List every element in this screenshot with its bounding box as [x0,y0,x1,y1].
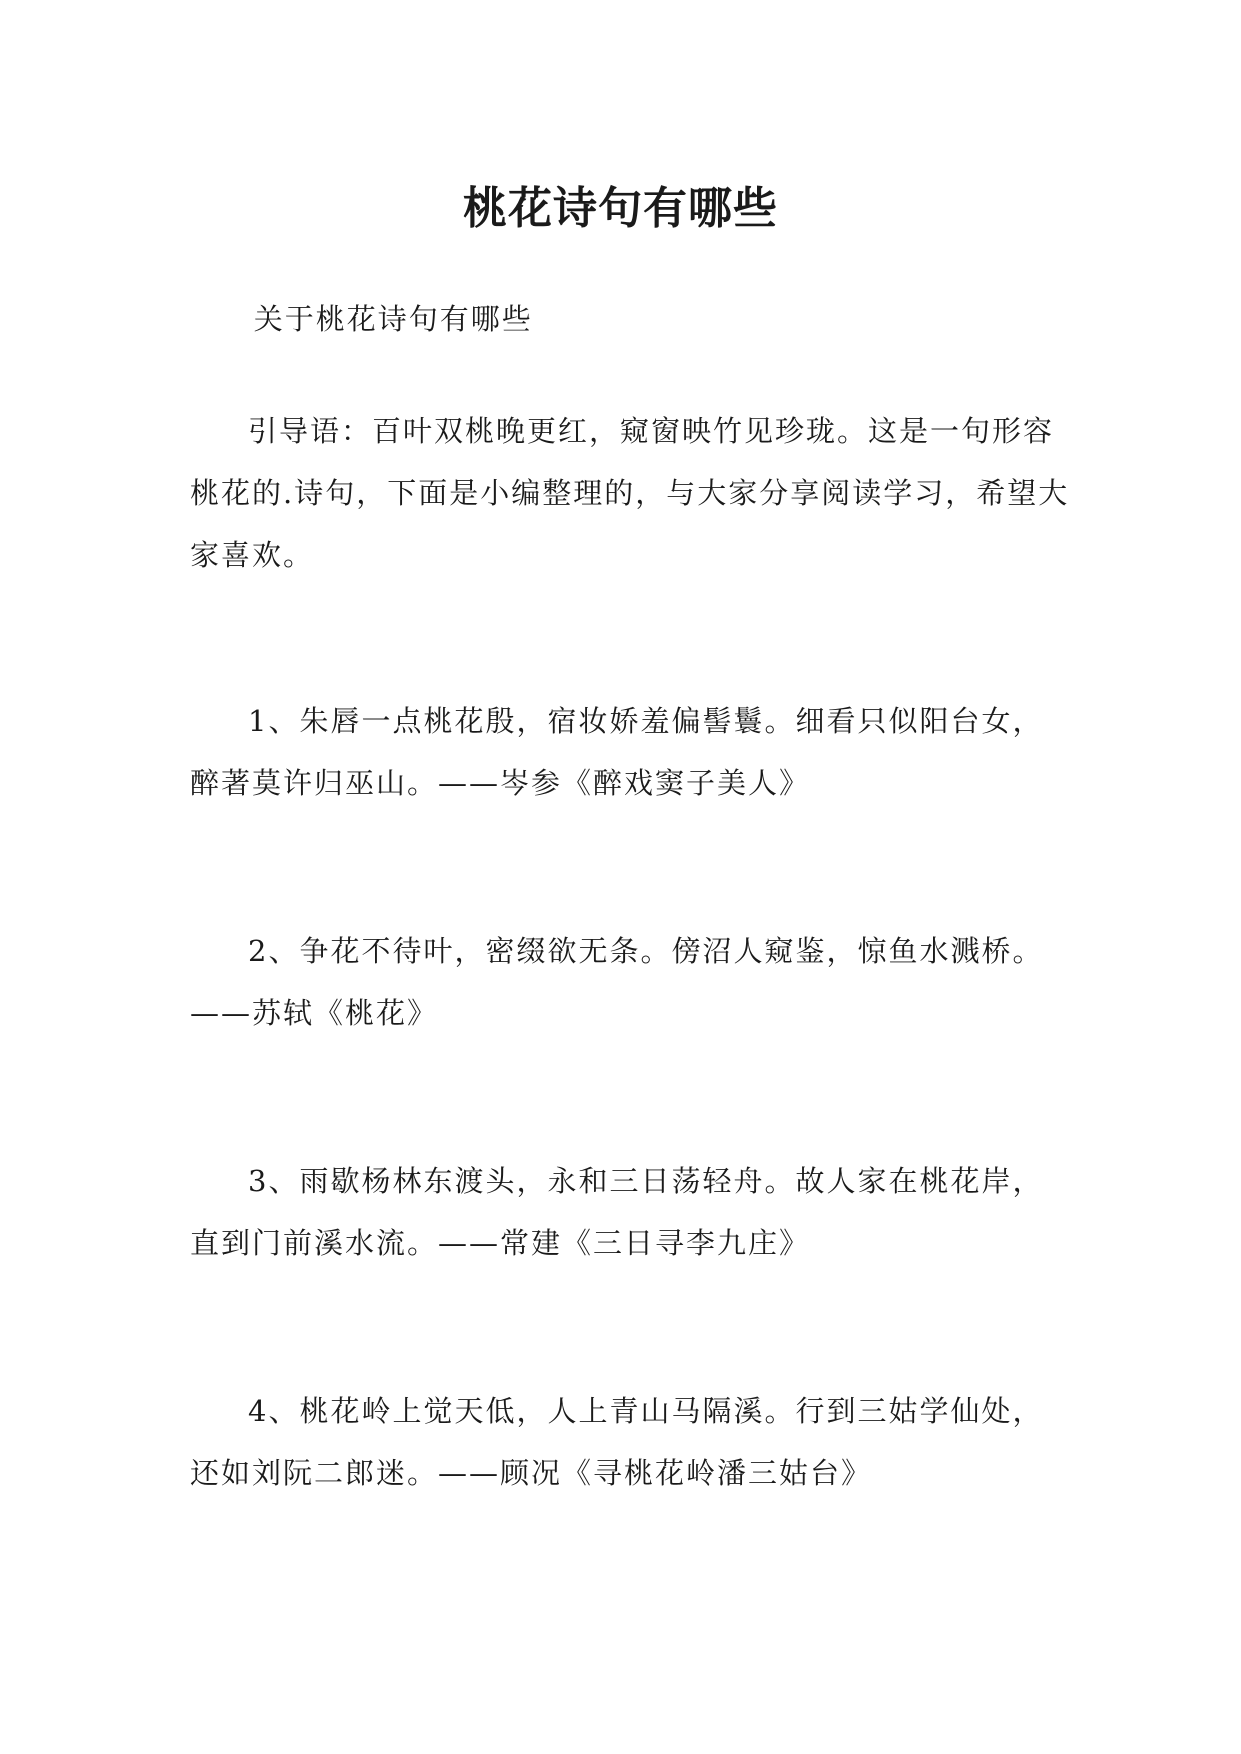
intro-paragraph: 引导语：百叶双桃晚更红，窥窗映竹见珍珑。这是一句形容桃花的.诗句，下面是小编整理的，与大家分享阅读学习，希望大家喜欢。 [190,414,1070,572]
poem-paragraph-3: 3、雨歇杨林东渡头，永和三日荡轻舟。故人家在桃花岸，直到门前溪水流。——常建《三日寻李九庄》 [190,1164,1044,1260]
poem-paragraph-1: 1、朱唇一点桃花殷，宿妆娇羞偏髻鬟。细看只似阳台女，醉著莫许归巫山。——岑参《醉戏窦子美人》 [190,704,1044,800]
subtitle-paragraph: 关于桃花诗句有哪些 [253,302,533,336]
poem-paragraph-4: 4、桃花岭上觉天低，人上青山马隔溪。行到三姑学仙处，还如刘阮二郎迷。——顾况《寻桃花岭潘三姑台》 [190,1394,1044,1490]
poem-paragraph-2: 2、争花不待叶，密缀欲无条。傍沼人窥鉴，惊鱼水溅桥。——苏轼《桃花》 [190,934,1044,1030]
page-title: 桃花诗句有哪些 [463,183,778,235]
